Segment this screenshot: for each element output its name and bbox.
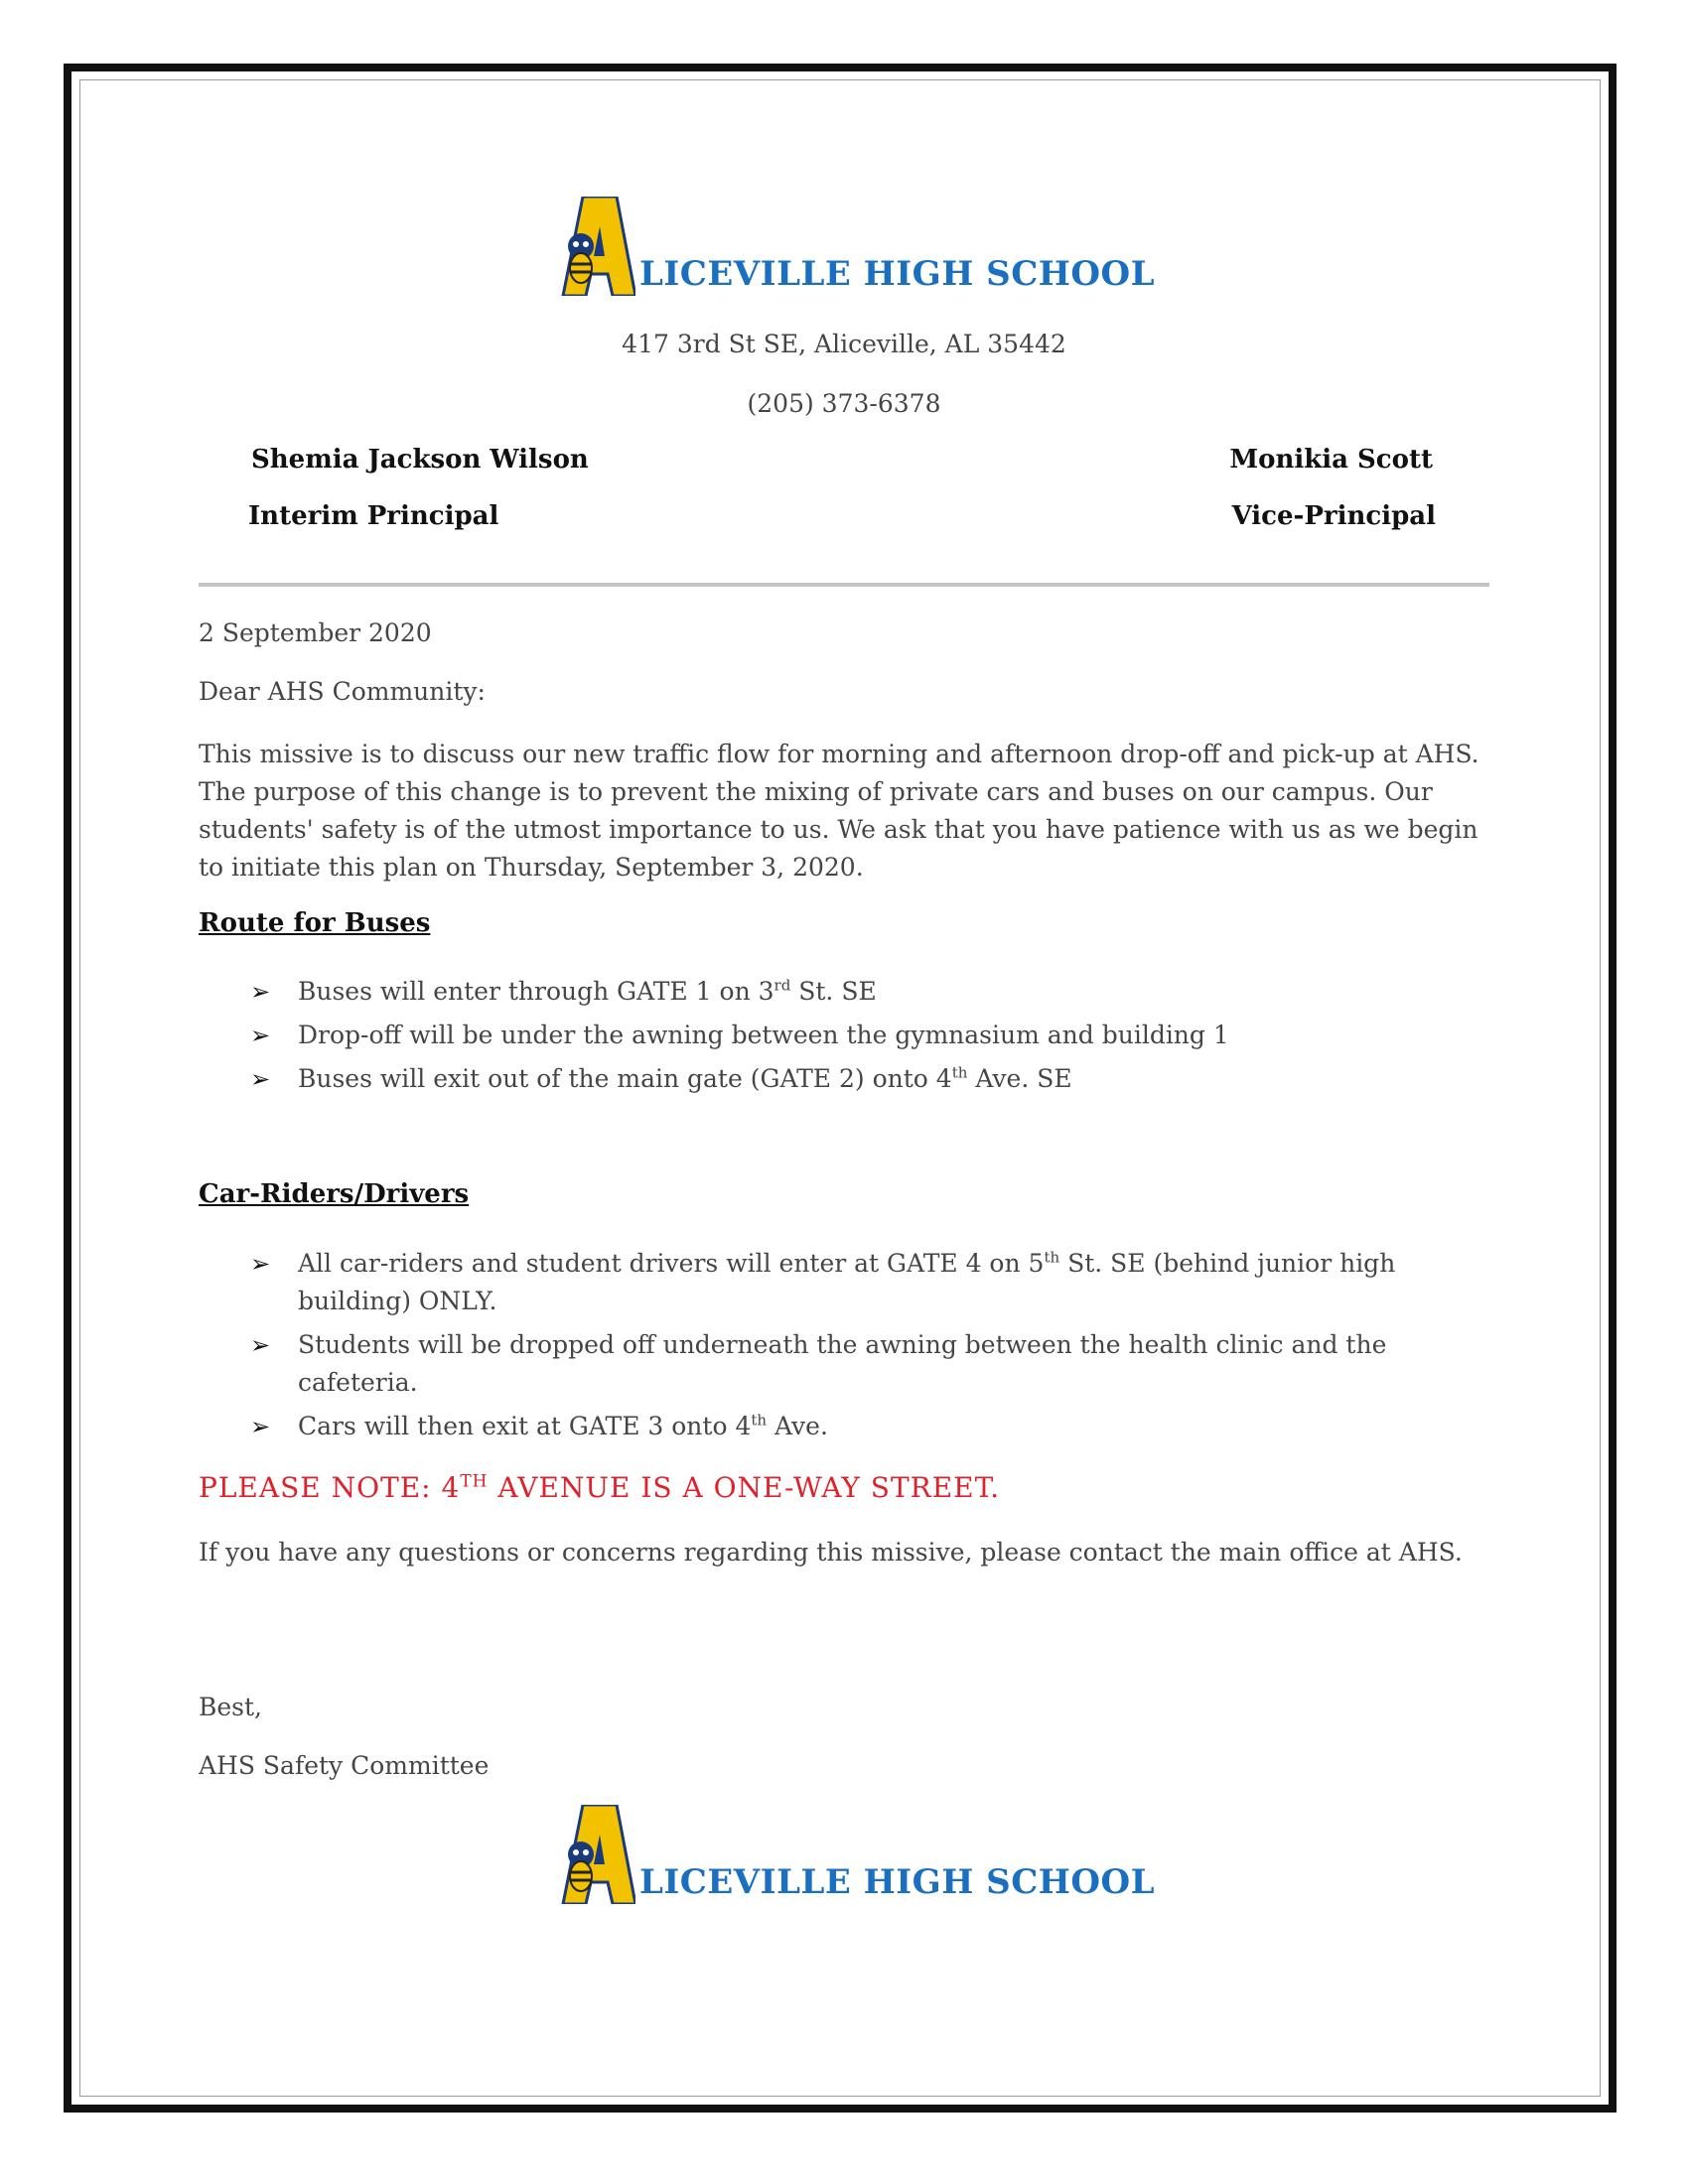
header-divider [199, 583, 1489, 587]
school-phone: (205) 373-6378 [747, 389, 941, 418]
cars-heading: Car-Riders/Drivers [199, 1179, 470, 1209]
school-address: 417 3rd St SE, Aliceville, AL 35442 [622, 330, 1066, 358]
arrowhead-bullet-icon: ➢ [250, 978, 271, 1006]
school-logo-header [561, 197, 1155, 296]
buses-list [248, 973, 1499, 1104]
list-item: ➢ Cars will then exit at GATE 3 onto 4th Ave. [248, 1408, 1499, 1445]
letter-signoff: Best, [199, 1693, 262, 1721]
hornet-mascot-icon [561, 197, 635, 296]
letter-date: 2 September 2020 [199, 618, 432, 647]
arrowhead-bullet-icon: ➢ [250, 1331, 271, 1359]
left-staff-title: Interim Principal [248, 501, 499, 531]
list-item: ➢ Students will be dropped off underneath the awning between the health clinic and the cafeteria. [248, 1326, 1499, 1402]
letter-salutation: Dear AHS Community: [199, 677, 486, 706]
one-way-notice: PLEASE NOTE: 4TH AVENUE IS A ONE-WAY STREET. [199, 1471, 1001, 1504]
arrowhead-bullet-icon: ➢ [250, 1413, 271, 1440]
list-item: ➢ All car-riders and student drivers will enter at GATE 4 on 5th St. SE (behind junior high building) ONLY. [248, 1245, 1499, 1320]
letter-closing: If you have any questions or concerns regarding this missive, please contact the main office at AHS. [199, 1538, 1463, 1567]
cars-list [248, 1245, 1499, 1451]
list-item: ➢ Drop-off will be under the awning between the gymnasium and building 1 [248, 1017, 1499, 1054]
right-staff-name: Monikia Scott [1229, 445, 1433, 475]
arrowhead-bullet-icon: ➢ [250, 1022, 271, 1049]
list-item: ➢ Buses will enter through GATE 1 on 3rd St. SE [248, 973, 1499, 1011]
buses-heading: Route for Buses [199, 908, 431, 938]
letter-signature: AHS Safety Committee [199, 1751, 490, 1780]
right-staff-title: Vice-Principal [1231, 501, 1436, 531]
left-staff-name: Shemia Jackson Wilson [251, 445, 589, 475]
hornet-mascot-icon [561, 1805, 635, 1904]
arrowhead-bullet-icon: ➢ [250, 1250, 271, 1278]
letter-intro: This missive is to discuss our new traffic flow for morning and afternoon drop-off and pick-up at AHS. The purpose of this change is to prevent the mixing of private cars and buses on our campus. Our students' safety is of the utmost importance to us. We ask that you have patience with us as we begin to initiate this plan on Thursday, September 3, 2020. [199, 740, 1479, 882]
logo-wordmark: LICEVILLE HIGH SCHOOL [639, 1862, 1156, 1902]
list-item: ➢ Buses will exit out of the main gate (GATE 2) onto 4th Ave. SE [248, 1060, 1499, 1098]
arrowhead-bullet-icon: ➢ [250, 1065, 271, 1093]
logo-wordmark: LICEVILLE HIGH SCHOOL [639, 254, 1156, 294]
school-logo-footer [561, 1805, 1155, 1904]
